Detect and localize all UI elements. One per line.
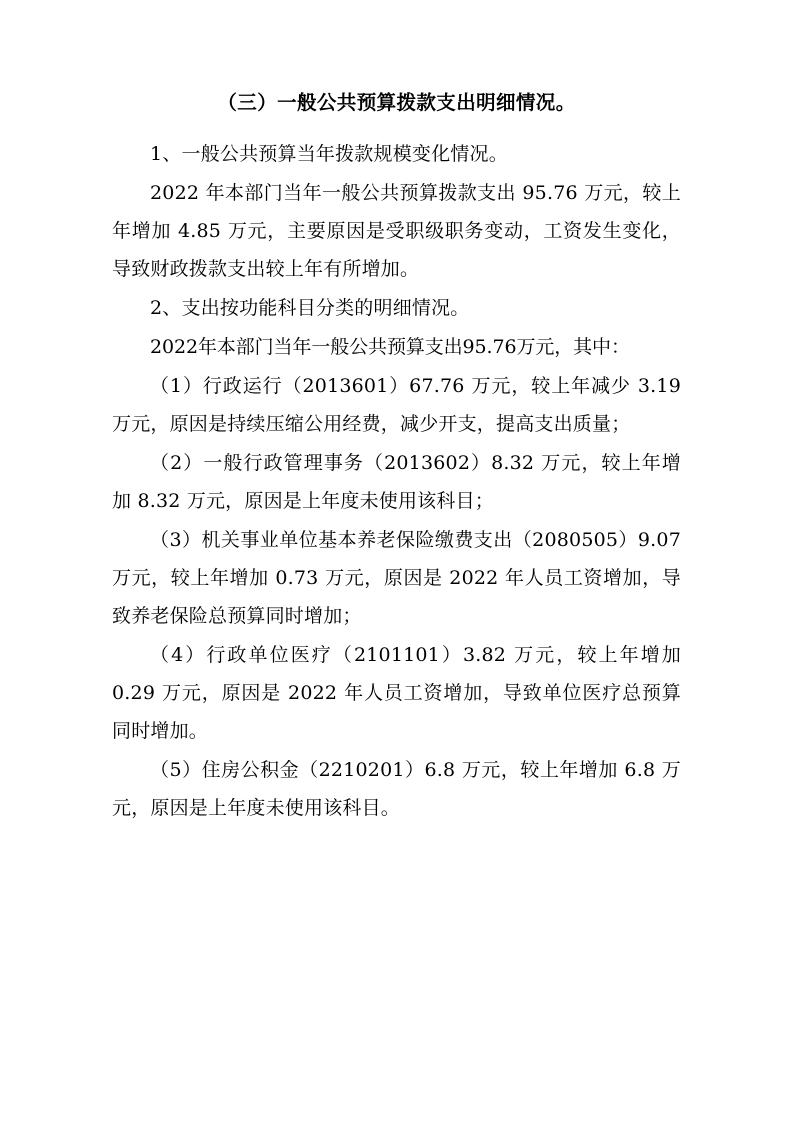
paragraph-8: （4）行政单位医疗（2101101）3.82 万元，较上年增加 0.29 万元，原因是 2022 年人员工资增加，导致单位医疗总预算同时增加。 (112, 644, 681, 743)
page-title: （三）一般公共预算拨款支出明细情况。 (217, 91, 576, 114)
paragraph-9: （5）住房公积金（2210201）6.8 万元，较上年增加 6.8 万元，原因是上年度未使用该科目。 (112, 759, 681, 820)
paragraph-1: 1、一般公共预算当年拨款规模变化情况。 (150, 143, 508, 166)
paragraph-3: 2、支出按功能科目分类的明细情况。 (150, 297, 470, 320)
paragraph-2: 2022 年本部门当年一般公共预算拨款支出 95.76 万元，较上年增加 4.85 万元，主要原因是受职级职务变动，工资发生变化，导致财政拨款支出较上年有所增加。 (112, 182, 681, 281)
paragraph-5: （1）行政运行（2013601）67.76 万元，较上年减少 3.19 万元，原因是持续压缩公用经费，减少开支，提高支出质量； (112, 375, 681, 436)
paragraph-4: 2022年本部门当年一般公共预算支出95.76万元，其中： (150, 336, 630, 359)
paragraph-6: （2）一般行政管理事务（2013602）8.32 万元，较上年增加 8.32 万元，原因是上年度未使用该科目； (112, 452, 681, 513)
paragraph-7: （3）机关事业单位基本养老保险缴费支出（2080505）9.07 万元，较上年增加 0.73 万元，原因是 2022 年人员工资增加，导致养老保险总预算同时增加； (112, 529, 681, 628)
